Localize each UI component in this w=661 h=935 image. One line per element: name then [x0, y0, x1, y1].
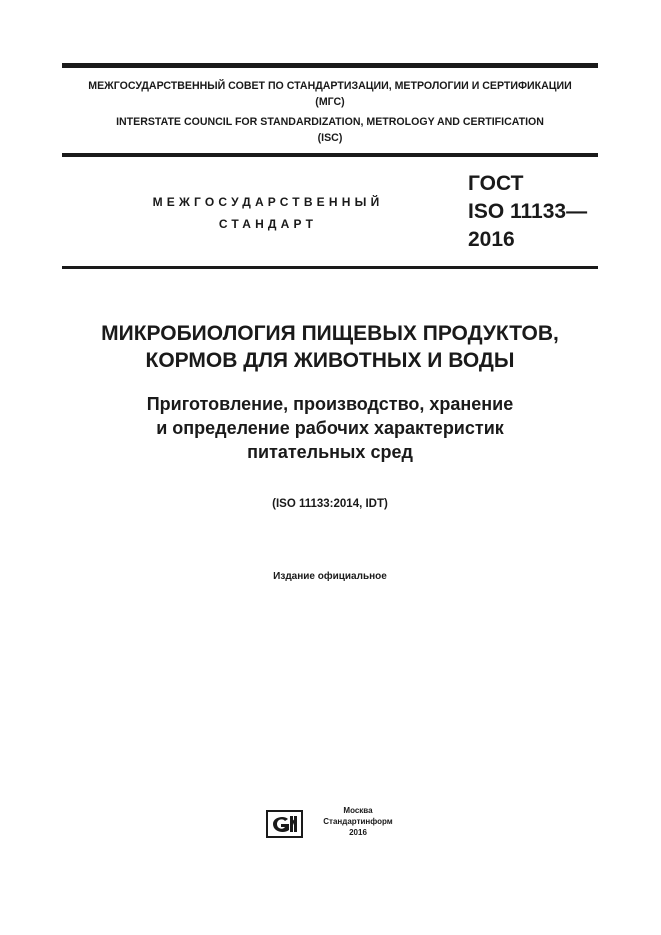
bottom-rule — [62, 266, 598, 269]
council-en-name: INTERSTATE COUNCIL FOR STANDARDIZATION, METROLOGY AND CERTIFICATION — [116, 116, 544, 128]
title-line1: МИКРОБИОЛОГИЯ ПИЩЕВЫХ ПРОДУКТОВ, — [101, 322, 559, 345]
council-en-abbr: (ISC) — [317, 132, 343, 144]
gost-designation — [468, 170, 587, 254]
publisher-city: Москва — [343, 806, 373, 815]
iso-reference: (ISO 11133:2014, IDT) — [272, 498, 388, 510]
publisher-block — [308, 805, 408, 838]
document-subtitle — [40, 392, 620, 464]
middle-rule — [62, 153, 598, 157]
gost-line3: 2016 — [468, 228, 515, 251]
gost-line1: ГОСТ — [468, 172, 524, 195]
title-line2: КОРМОВ ДЛЯ ЖИВОТНЫХ И ВОДЫ — [145, 349, 515, 372]
edition-note: Издание официальное — [273, 571, 387, 582]
document-title — [40, 320, 620, 374]
top-rule — [62, 63, 598, 68]
subtitle-line2: и определение рабочих характеристик — [156, 418, 504, 438]
standard-label-line2: СТАНДАРТ — [218, 217, 318, 231]
standard-type-label — [120, 191, 416, 235]
council-ru-name: МЕЖГОСУДАРСТВЕННЫЙ СОВЕТ ПО СТАНДАРТИЗАЦИИ, МЕТРОЛОГИИ И СЕРТИФИКАЦИИ — [88, 80, 572, 92]
subtitle-line1: Приготовление, производство, хранение — [146, 394, 514, 414]
standartinform-logo-icon — [266, 810, 303, 838]
council-header — [62, 78, 598, 146]
subtitle-line3: питательных сред — [247, 442, 413, 462]
publisher-name: Стандартинформ — [323, 817, 393, 826]
gost-line2: ISO 11133— — [468, 200, 588, 223]
standard-label-line1: МЕЖГОСУДАРСТВЕННЫЙ — [152, 195, 384, 209]
publisher-year: 2016 — [349, 828, 367, 837]
council-ru-abbr: (МГС) — [315, 96, 345, 108]
